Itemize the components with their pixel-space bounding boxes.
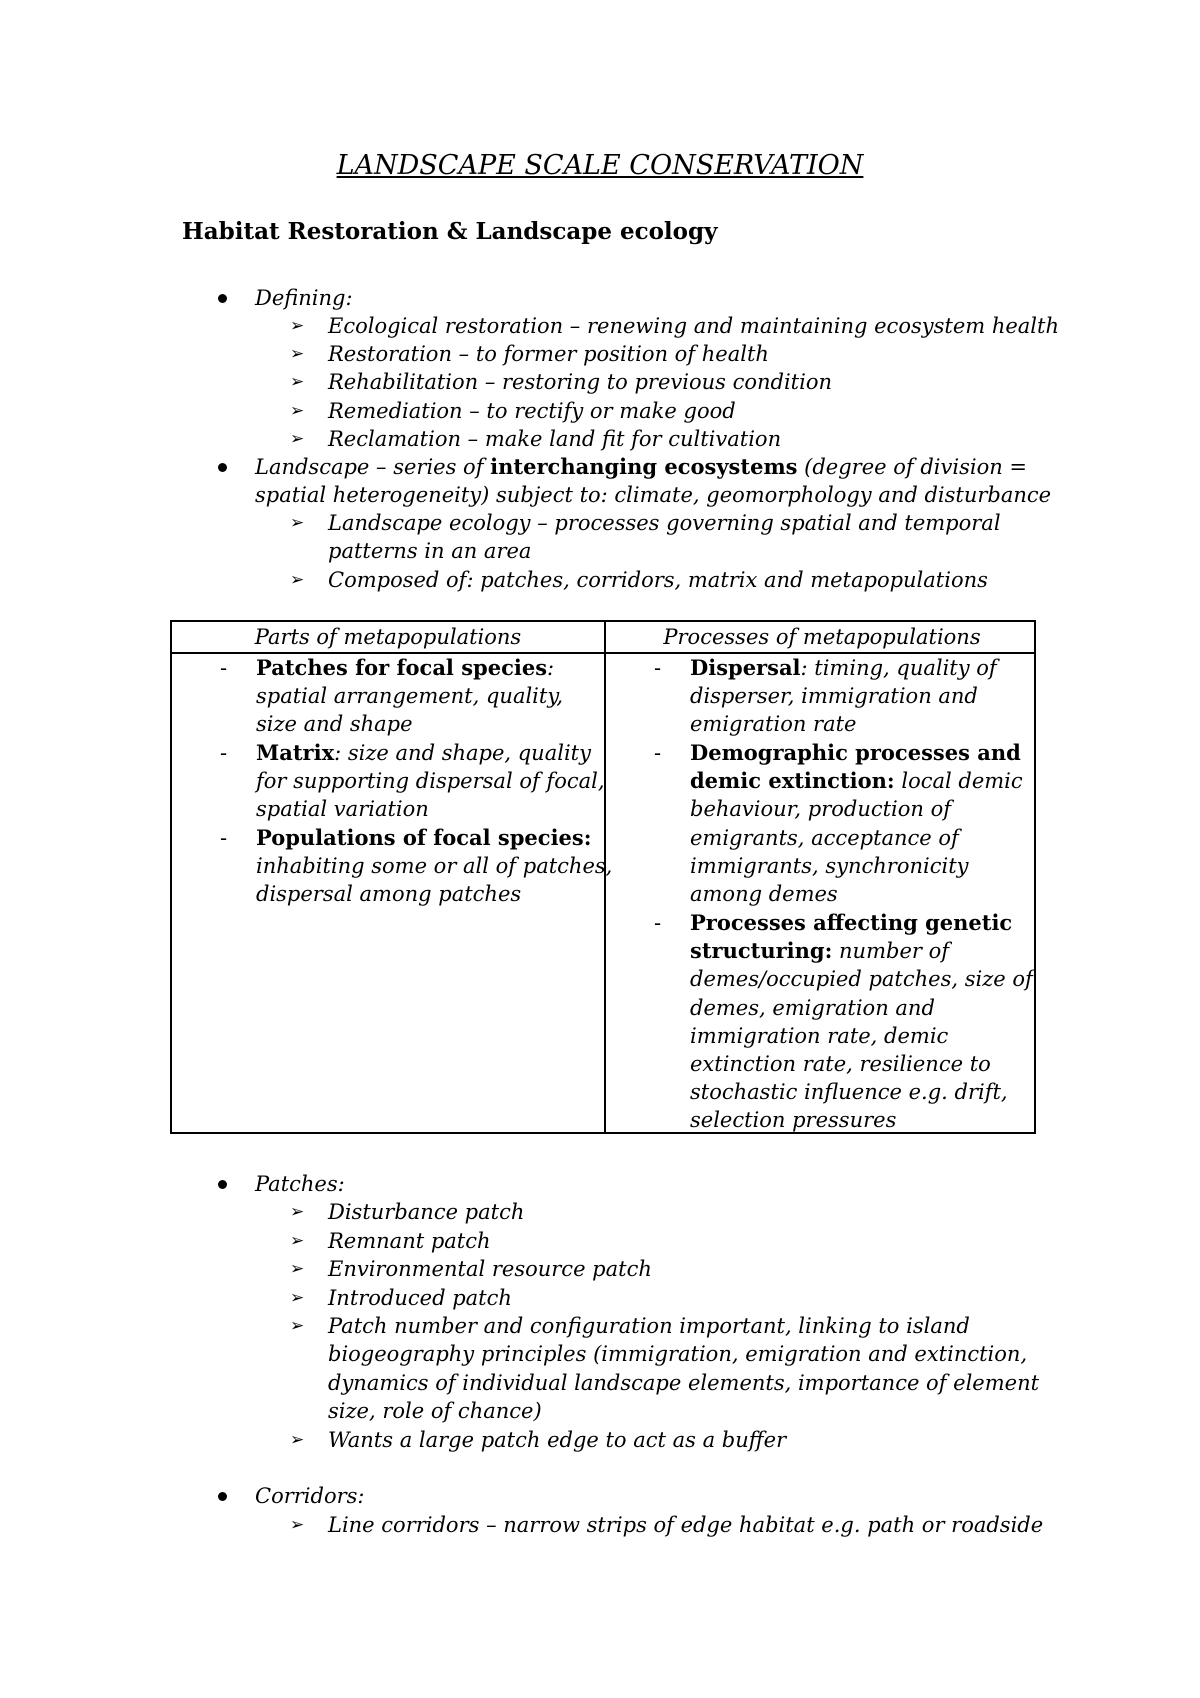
table-cell-bold: demic extinction: xyxy=(690,768,895,793)
list-item: Remediation – to rectify or make good xyxy=(328,399,736,423)
table-cell-line: dispersal among patches xyxy=(256,882,522,906)
table-cell-line: emigration rate xyxy=(690,712,857,736)
table-cell-line: for supporting dispersal of focal, xyxy=(256,769,605,793)
table-cell-line: demes/occupied patches, size of xyxy=(690,967,1033,991)
defining-label: Defining: xyxy=(255,286,353,310)
dash-bullet: - xyxy=(654,911,662,935)
list-item: Composed of: patches, corridors, matrix and metapopulations xyxy=(328,568,988,592)
table-cell-line: behaviour, production of xyxy=(690,797,952,821)
section-heading: Habitat Restoration & Landscape ecology xyxy=(182,218,718,245)
list-item: Landscape ecology – processes governing spatial and temporal xyxy=(328,511,1001,535)
dash-bullet: - xyxy=(220,741,228,765)
table-cell-bold: Dispersal xyxy=(690,655,801,680)
table-cell-bold: Demographic processes and xyxy=(690,740,1021,765)
list-item-continued: patterns in an area xyxy=(328,539,532,563)
table-cell-text: : xyxy=(547,656,555,680)
arrow-bullet-icon: ➢ xyxy=(290,1231,305,1251)
table-cell-line xyxy=(690,909,1012,937)
table-cell-line xyxy=(256,654,554,682)
arrow-bullet-icon: ➢ xyxy=(290,372,305,392)
table-cell-line: size and shape xyxy=(256,712,413,736)
bullet-icon xyxy=(218,1180,227,1189)
arrow-bullet-icon: ➢ xyxy=(290,1316,305,1336)
table-cell-line: immigration rate, demic xyxy=(690,1024,949,1048)
corridors-label: Corridors: xyxy=(255,1484,365,1508)
arrow-bullet-icon: ➢ xyxy=(290,401,305,421)
list-item: Restoration – to former position of health xyxy=(328,342,769,366)
table-cell-line xyxy=(690,654,997,682)
metapopulations-table xyxy=(170,620,1036,1134)
list-item-continued: biogeography principles (immigration, emigration and extinction, xyxy=(328,1342,1028,1366)
table-cell-line: extinction rate, resilience to xyxy=(690,1052,991,1076)
patches-label: Patches: xyxy=(255,1172,345,1196)
bullet-icon xyxy=(218,294,227,303)
landscape-definition-line2: spatial heterogeneity) subject to: climate, geomorphology and disturbance xyxy=(255,483,1052,507)
table-cell-line: spatial variation xyxy=(256,797,429,821)
table-cell-line: immigrants, synchronicity xyxy=(690,854,969,878)
list-item: Patch number and configuration important, linking to island xyxy=(328,1314,970,1338)
table-header-right: Processes of metapopulations xyxy=(663,625,981,649)
table-cell-bold: structuring: xyxy=(690,938,833,963)
table-cell-line: among demes xyxy=(690,882,838,906)
document-title: LANDSCAPE SCALE CONSERVATION xyxy=(336,150,864,181)
table-cell-text: : timing, quality of xyxy=(800,656,997,680)
list-item: Rehabilitation – restoring to previous condition xyxy=(328,370,833,394)
arrow-bullet-icon: ➢ xyxy=(290,316,305,336)
table-cell-line: demes, emigration and xyxy=(690,996,935,1020)
list-item: Environmental resource patch xyxy=(328,1257,652,1281)
list-item: Introduced patch xyxy=(328,1286,512,1310)
list-item: Remnant patch xyxy=(328,1229,491,1253)
table-cell-line xyxy=(690,739,1021,767)
table-cell-bold: Processes affecting genetic xyxy=(690,910,1013,935)
landscape-text: Landscape – series of xyxy=(255,455,491,479)
table-header-left: Parts of metapopulations xyxy=(254,625,522,649)
landscape-text: (degree of division = xyxy=(797,455,1028,479)
table-cell-bold: Populations of focal species: xyxy=(256,825,592,850)
table-cell-line: disperser, immigration and xyxy=(690,684,978,708)
arrow-bullet-icon: ➢ xyxy=(290,1288,305,1308)
list-item: Line corridors – narrow strips of edge habitat e.g. path or roadside xyxy=(328,1513,1044,1537)
table-cell-line: inhabiting some or all of patches, xyxy=(256,854,613,878)
dash-bullet: - xyxy=(220,826,228,850)
table-cell-text: number of xyxy=(832,939,949,963)
table-cell-text: local demic xyxy=(894,769,1023,793)
table-cell-line xyxy=(256,739,591,767)
table-cell-line xyxy=(256,824,592,852)
list-item-continued: dynamics of individual landscape elements, importance of element xyxy=(328,1371,1040,1395)
table-cell-line: emigrants, acceptance of xyxy=(690,826,959,850)
list-item-continued: size, role of chance) xyxy=(328,1399,542,1423)
arrow-bullet-icon: ➢ xyxy=(290,570,305,590)
dash-bullet: - xyxy=(220,656,228,680)
bullet-icon xyxy=(218,463,227,472)
list-item: Reclamation – make land fit for cultivation xyxy=(328,427,782,451)
table-cell-line xyxy=(690,767,1023,795)
list-item: Ecological restoration – renewing and maintaining ecosystem health xyxy=(328,314,1059,338)
bullet-icon xyxy=(218,1492,227,1501)
dash-bullet: - xyxy=(654,656,662,680)
landscape-bold-term: interchanging ecosystems xyxy=(490,454,798,479)
arrow-bullet-icon: ➢ xyxy=(290,1202,305,1222)
table-cell-line: stochastic influence e.g. drift, xyxy=(690,1080,1008,1104)
table-cell-line: spatial arrangement, quality, xyxy=(256,684,564,708)
table-cell-bold: Patches for focal species xyxy=(256,655,548,680)
arrow-bullet-icon: ➢ xyxy=(290,1515,305,1535)
table-cell-text: : size and shape, quality xyxy=(334,741,591,765)
arrow-bullet-icon: ➢ xyxy=(290,1430,305,1450)
arrow-bullet-icon: ➢ xyxy=(290,429,305,449)
arrow-bullet-icon: ➢ xyxy=(290,1259,305,1279)
arrow-bullet-icon: ➢ xyxy=(290,344,305,364)
arrow-bullet-icon: ➢ xyxy=(290,513,305,533)
list-item: Disturbance patch xyxy=(328,1200,525,1224)
landscape-definition-line1 xyxy=(255,453,1027,481)
dash-bullet: - xyxy=(654,741,662,765)
table-cell-line: selection pressures xyxy=(690,1108,897,1132)
table-cell-line xyxy=(690,937,949,965)
list-item: Wants a large patch edge to act as a buffer xyxy=(328,1428,787,1452)
table-cell-bold: Matrix xyxy=(256,740,335,765)
